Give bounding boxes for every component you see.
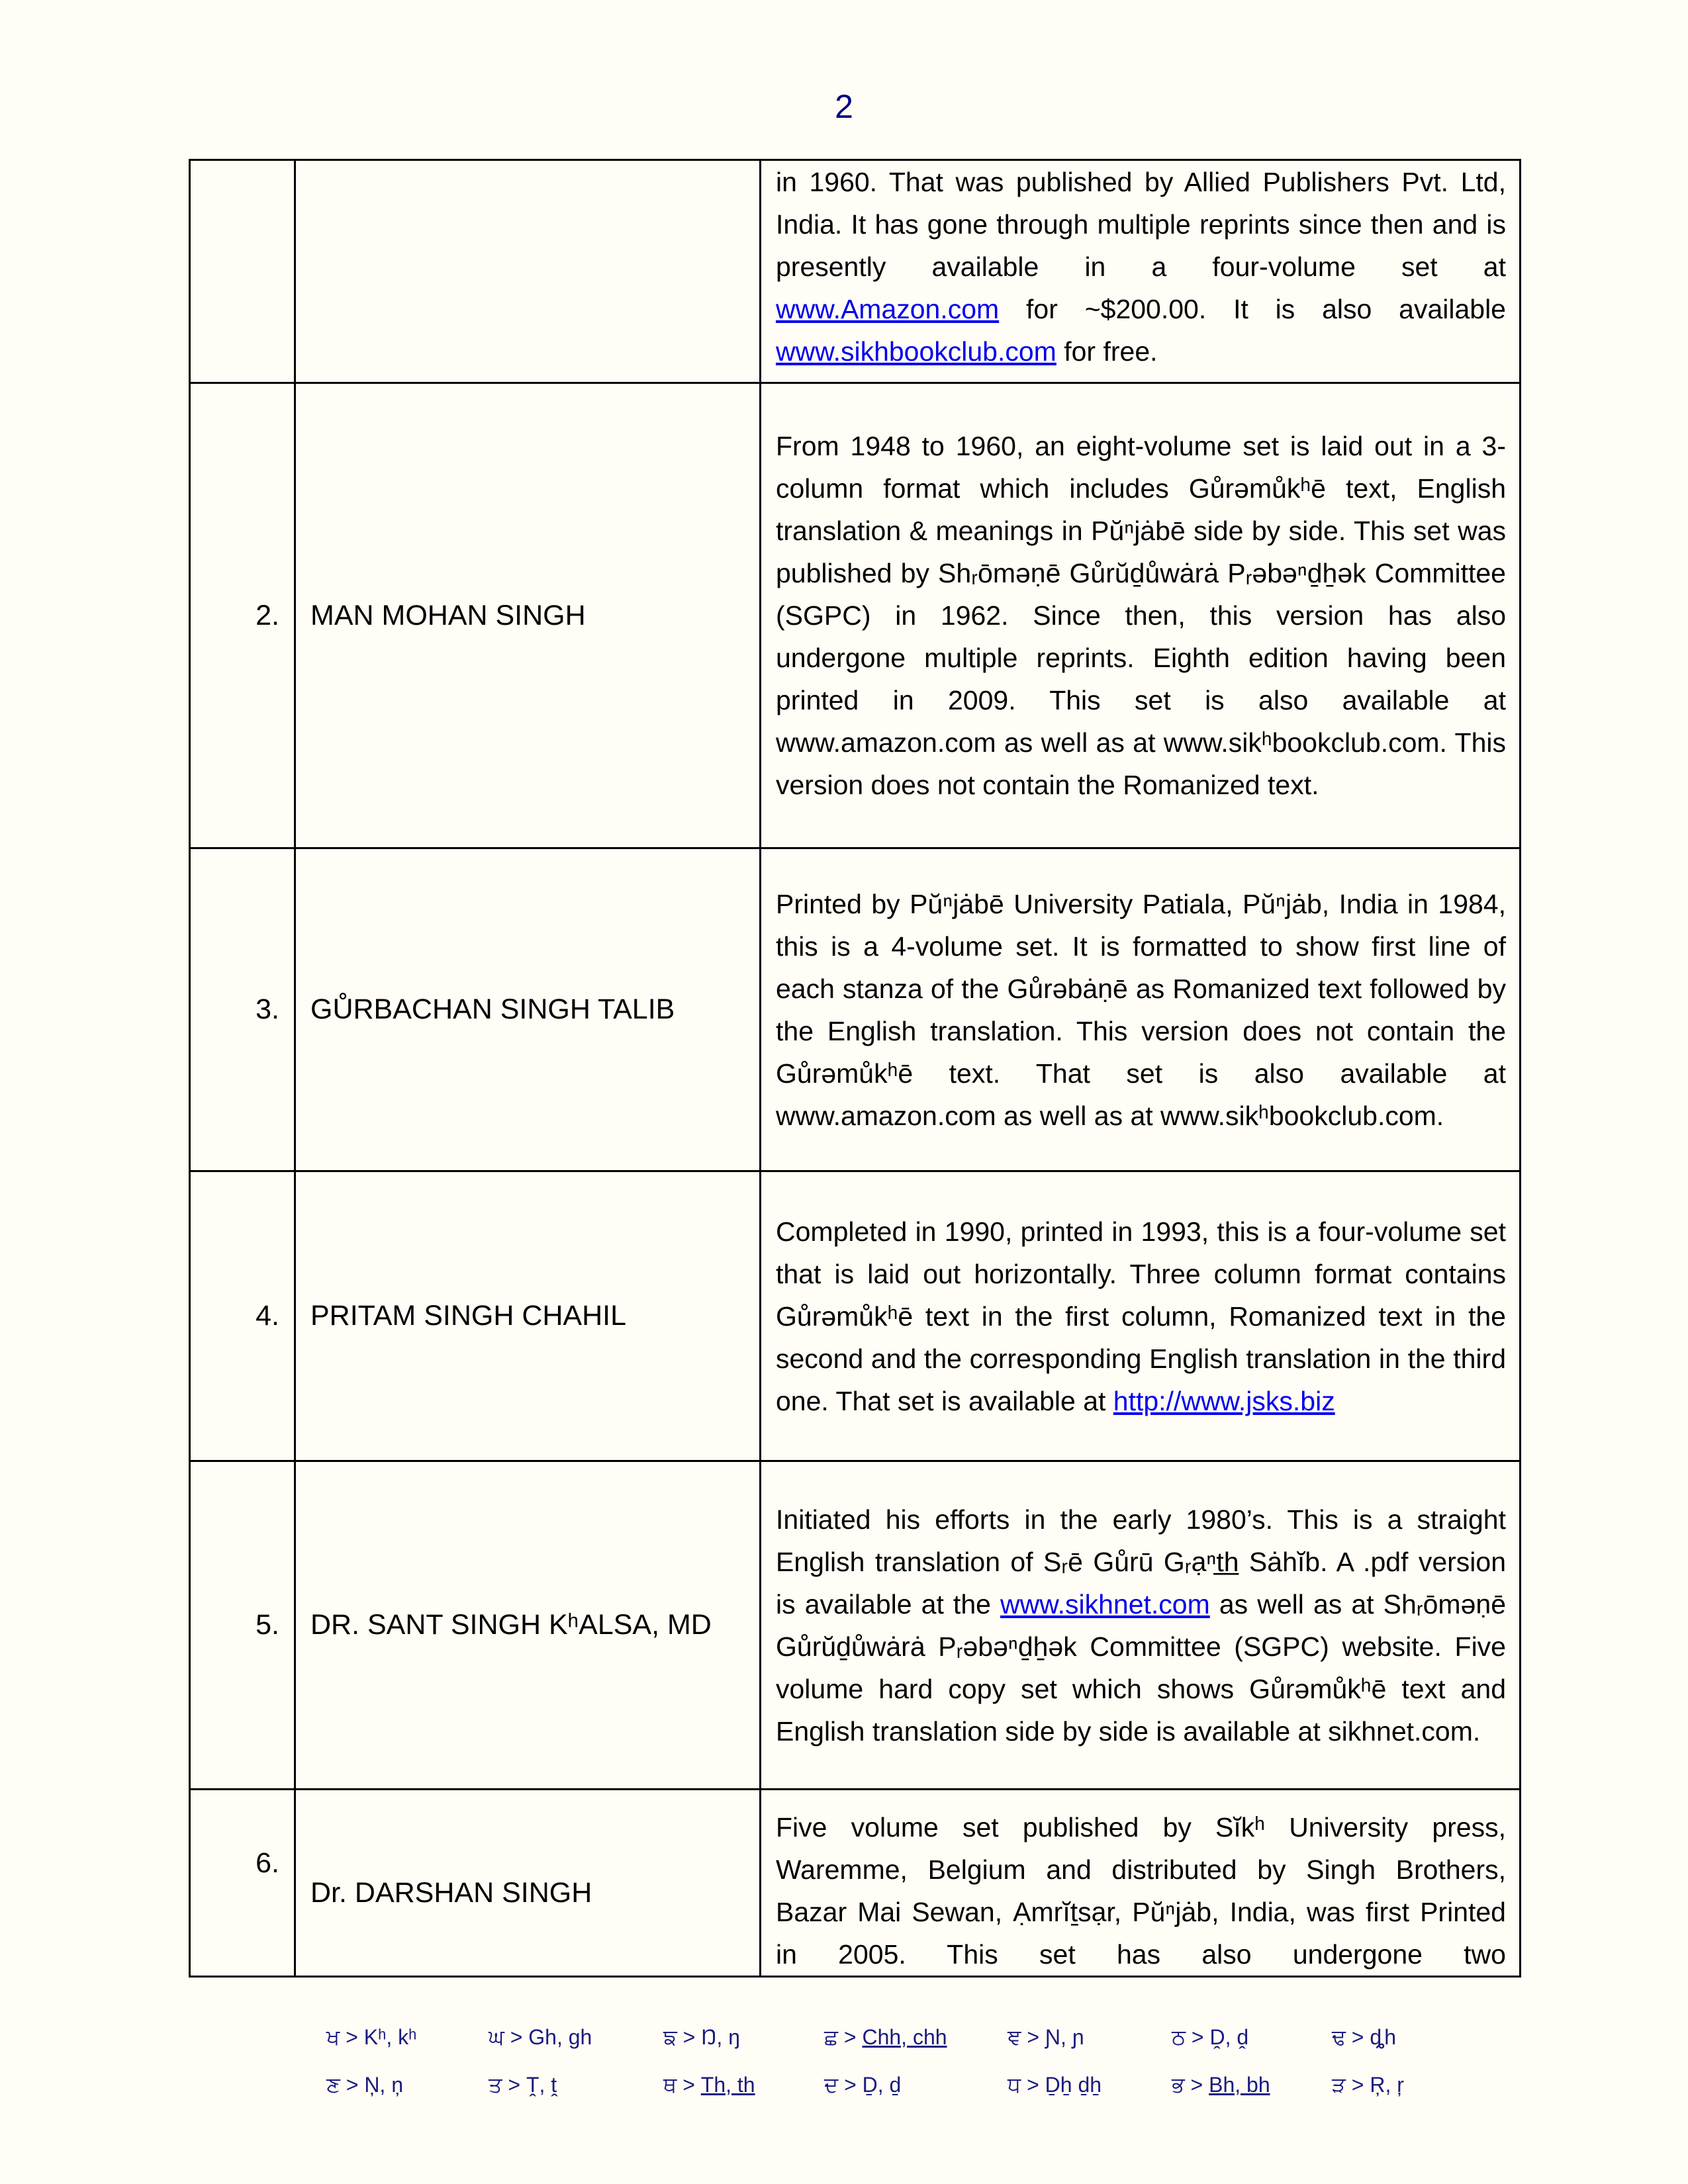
description: Completed in 1990, printed in 1993, this is a four-volume set that is laid out horizontally. Three column format contains Gůrəmůkʰē text in the first column, Romanized text in the second and the corresponding English translation in the third one. That set is available at http://www.jsks.biz — [761, 1171, 1521, 1461]
legend-item: ਖ > Kʰ, kʰ — [326, 2025, 417, 2049]
description: From 1948 to 1960, an eight-volume set is laid out in a 3-column format which includes Gůrəmůkʰē text, English translation & meanings in Pŭⁿjȧbē side by side. This set was published by Shᵣōməṇē Gůrŭḏůwȧrȧ Pᵣəbəⁿḏẖək Committee (SGPC) in 1962. Since then, this version has also undergone multiple reprints. Eighth edition having been printed in 2009. This set is also available at www.amazon.com as well as at www.sikʰbookclub.com. This version does not contain the Romanized text. — [761, 383, 1521, 848]
gurmukhi-letter: ਠ — [1172, 2025, 1186, 2049]
gurmukhi-letter: ਛ — [824, 2025, 838, 2049]
legend-item: ਤ > Ṱ, ṱ — [489, 2073, 557, 2097]
roman-equivalent: Th, th — [700, 2073, 755, 2097]
gurmukhi-letter: ੜ — [1332, 2073, 1346, 2097]
table-row — [190, 1171, 1521, 1461]
translator-name — [295, 160, 761, 383]
gurmukhi-letter: ਙ — [663, 2025, 677, 2049]
roman-equivalent: Ḏẖ ḏẖ — [1045, 2073, 1102, 2097]
translator-name: GŮRBACHAN SINGH TALIB — [295, 848, 761, 1171]
jsks-link[interactable]: http://www.jsks.biz — [1113, 1385, 1335, 1416]
legend-item: ਭ > Bh, bh — [1172, 2073, 1270, 2097]
gurmukhi-letter: ਣ — [326, 2073, 340, 2097]
table-row — [190, 1790, 1521, 1977]
row-number: 6. — [190, 1790, 295, 1977]
roman-equivalent: Kʰ, kʰ — [363, 2025, 417, 2049]
legend-item: ਘ > Gh, gh — [489, 2025, 592, 2049]
gurmukhi-letter: ਞ — [1008, 2025, 1021, 2049]
row-number — [190, 160, 295, 383]
roman-equivalent: Ḏ, ḏ — [862, 2073, 902, 2097]
gurmukhi-letter: ਤ — [489, 2073, 502, 2097]
translator-name: MAN MOHAN SINGH — [295, 383, 761, 848]
legend-item: ਞ > Ɲ, ɲ — [1008, 2025, 1084, 2049]
gurmukhi-letter: ਭ — [1172, 2073, 1185, 2097]
row-number: 5. — [190, 1461, 295, 1790]
legend-item: ਙ > Ŋ, ŋ — [663, 2025, 740, 2049]
table-row — [190, 848, 1521, 1171]
roman-equivalent: Ŋ, ŋ — [701, 2025, 740, 2049]
description: Initiated his efforts in the early 1980’s. This is a straight English translation of Sᵣē Gůrū Gᵣạⁿt̲h̲ Sȧhĭb. A .pdf version is available at the www.sikhnet.com as well as at Shᵣōməṇē Gůrŭḏůwȧrȧ Pᵣəbəⁿḏẖək Committee (SGPC) website. Five volume hard copy set which shows Gůrəmůkʰē text and English translation side by side is available at sikhnet.com. — [761, 1461, 1521, 1790]
translator-name: PRITAM SINGH CHAHIL — [295, 1171, 761, 1461]
description: Printed by Pŭⁿjȧbē University Patiala, Pŭⁿjȧb, India in 1984, this is a 4-volume set. It is formatted to show first line of each stanza of the Gůrəbȧṇē as Romanized text followed by the English translation. This version does not contain the Gůrəmůkʰē text. That set is also available at www.amazon.com as well as at www.sikʰbookclub.com. — [761, 848, 1521, 1171]
table-row — [190, 1461, 1521, 1790]
legend-item: ਛ > Chh, chh — [824, 2025, 947, 2049]
roman-equivalent: ȡh — [1370, 2025, 1396, 2049]
sikhbookclub-link[interactable]: www.sikhbookclub.com — [776, 336, 1056, 367]
translations-table — [189, 159, 1521, 1978]
description: in 1960. That was published by Allied Publishers Pvt. Ltd, India. It has gone through multiple reprints since then and is presently available in a four-volume set at www.Amazon.com for ~$200.00. It is also available www.sikhbookclub.com for free. — [761, 160, 1521, 383]
legend-item: ਦ > Ḏ, ḏ — [824, 2073, 902, 2097]
legend-item: ਠ > Ḓ, ḓ — [1172, 2025, 1249, 2049]
roman-equivalent: Gh, gh — [528, 2025, 592, 2049]
roman-equivalent: Ṱ, ṱ — [526, 2073, 557, 2097]
page-number: 2 — [835, 88, 853, 125]
row-number: 4. — [190, 1171, 295, 1461]
legend-item: ਧ > Ḏẖ ḏẖ — [1008, 2073, 1102, 2097]
legend-item: ਢ > ȡh — [1332, 2025, 1396, 2049]
gurmukhi-letter: ਥ — [663, 2073, 677, 2097]
description: Five volume set published by Sĭkʰ University press, Waremme, Belgium and distributed by Singh Brothers, Bazar Mai Sewan, Ạmrĭṯsạr, Pŭⁿjȧb, India, was first Printed in 2005. This set has also undergone two — [761, 1790, 1521, 1977]
amazon-link[interactable]: www.Amazon.com — [776, 294, 1000, 324]
translator-name: Dr. DARSHAN SINGH — [295, 1790, 761, 1977]
legend-item: ਣ > Ņ, ņ — [326, 2073, 403, 2097]
row-number: 3. — [190, 848, 295, 1171]
gurmukhi-letter: ਦ — [824, 2073, 839, 2097]
roman-equivalent: Ḓ, ḓ — [1209, 2025, 1249, 2049]
legend-item: ਥ > Th, th — [663, 2073, 755, 2097]
roman-equivalent: Bh, bh — [1209, 2073, 1270, 2097]
legend-item: ੜ > Ŗ, ŗ — [1332, 2073, 1404, 2097]
roman-equivalent: Chh, chh — [862, 2025, 947, 2049]
table-row — [190, 160, 1521, 383]
sikhnet-link[interactable]: www.sikhnet.com — [1000, 1588, 1210, 1619]
roman-equivalent: Ŗ, ŗ — [1370, 2073, 1404, 2097]
gurmukhi-letter: ਖ — [326, 2025, 340, 2049]
gurmukhi-letter: ਘ — [489, 2025, 504, 2049]
gurmukhi-letter: ਢ — [1332, 2025, 1346, 2049]
table-row — [190, 383, 1521, 848]
row-number: 2. — [190, 383, 295, 848]
roman-equivalent: Ɲ, ɲ — [1045, 2025, 1084, 2049]
translator-name: DR. SANT SINGH KʰALSA, MD — [295, 1461, 761, 1790]
roman-equivalent: Ņ, ņ — [364, 2073, 403, 2097]
gurmukhi-letter: ਧ — [1008, 2073, 1021, 2097]
